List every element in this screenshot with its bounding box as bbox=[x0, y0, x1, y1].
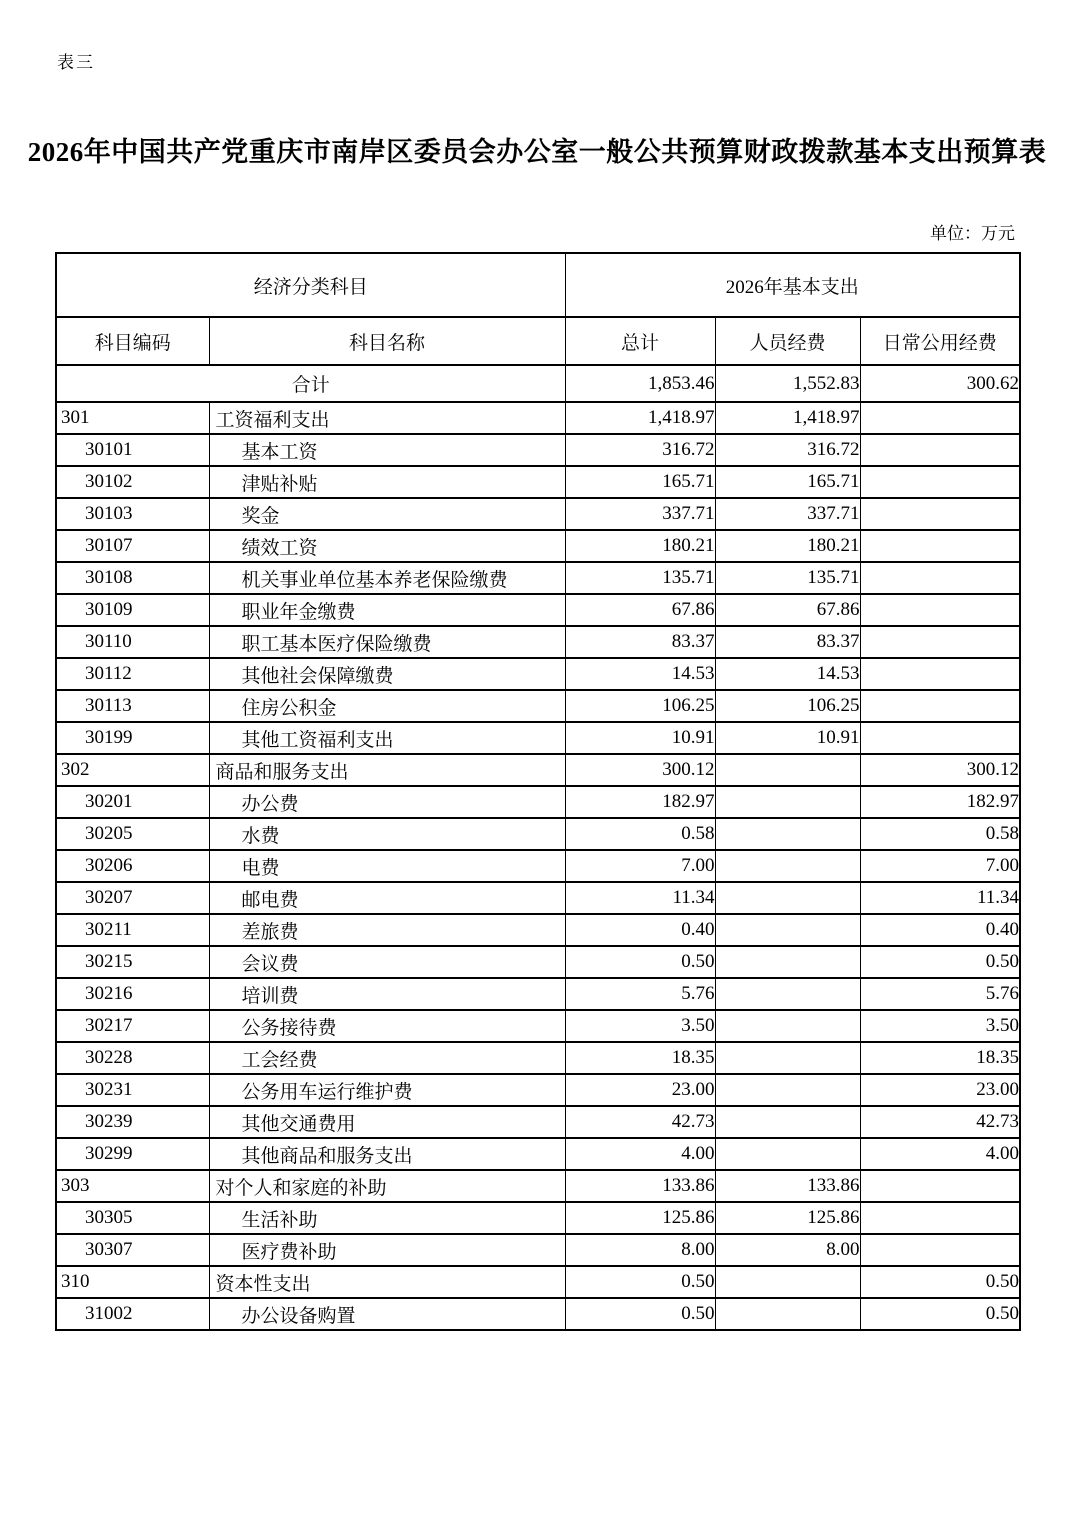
cell-daily-public-funds bbox=[860, 658, 1020, 690]
cell-personnel-funds bbox=[715, 946, 860, 978]
cell-subject-code: 30201 bbox=[56, 786, 209, 818]
header-basic-expenditure-2026: 2026年基本支出 bbox=[565, 253, 1020, 317]
cell-subject-code: 310 bbox=[56, 1266, 209, 1298]
cell-total: 0.50 bbox=[565, 1266, 715, 1298]
table-row bbox=[56, 1042, 1020, 1074]
total-row-total: 1,853.46 bbox=[565, 365, 715, 402]
cell-daily-public-funds bbox=[860, 594, 1020, 626]
cell-personnel-funds: 67.86 bbox=[715, 594, 860, 626]
cell-total: 0.58 bbox=[565, 818, 715, 850]
table-row bbox=[56, 530, 1020, 562]
cell-total: 133.86 bbox=[565, 1170, 715, 1202]
page-title: 2026年中国共产党重庆市南岸区委员会办公室一般公共预算财政拨款基本支出预算表 bbox=[27, 137, 1047, 167]
table-row bbox=[56, 1106, 1020, 1138]
cell-subject-name: 资本性支出 bbox=[209, 1266, 565, 1298]
table-row bbox=[56, 946, 1020, 978]
cell-subject-name: 公务用车运行维护费 bbox=[209, 1074, 565, 1106]
cell-subject-name: 职业年金缴费 bbox=[209, 594, 565, 626]
table-row bbox=[56, 722, 1020, 754]
cell-subject-code: 30217 bbox=[56, 1010, 209, 1042]
table-row bbox=[56, 562, 1020, 594]
cell-subject-code: 30112 bbox=[56, 658, 209, 690]
cell-subject-code: 30103 bbox=[56, 498, 209, 530]
cell-total: 5.76 bbox=[565, 978, 715, 1010]
cell-subject-name: 差旅费 bbox=[209, 914, 565, 946]
cell-daily-public-funds: 18.35 bbox=[860, 1042, 1020, 1074]
cell-subject-code: 30216 bbox=[56, 978, 209, 1010]
cell-total: 11.34 bbox=[565, 882, 715, 914]
table-row bbox=[56, 690, 1020, 722]
header-group-row bbox=[56, 253, 1020, 317]
cell-daily-public-funds bbox=[860, 402, 1020, 434]
cell-daily-public-funds: 3.50 bbox=[860, 1010, 1020, 1042]
cell-personnel-funds bbox=[715, 818, 860, 850]
cell-subject-name: 办公费 bbox=[209, 786, 565, 818]
table-row bbox=[56, 1298, 1020, 1330]
cell-subject-code: 30102 bbox=[56, 466, 209, 498]
table-number-tag: 表三 bbox=[57, 53, 95, 72]
table-row bbox=[56, 466, 1020, 498]
cell-daily-public-funds: 11.34 bbox=[860, 882, 1020, 914]
column-header-subject-code: 科目编码 bbox=[56, 317, 209, 365]
cell-total: 8.00 bbox=[565, 1234, 715, 1266]
cell-daily-public-funds bbox=[860, 1170, 1020, 1202]
cell-daily-public-funds: 182.97 bbox=[860, 786, 1020, 818]
cell-personnel-funds: 8.00 bbox=[715, 1234, 860, 1266]
cell-subject-code: 30206 bbox=[56, 850, 209, 882]
cell-subject-code: 302 bbox=[56, 754, 209, 786]
cell-subject-code: 30239 bbox=[56, 1106, 209, 1138]
cell-personnel-funds bbox=[715, 754, 860, 786]
cell-subject-name: 培训费 bbox=[209, 978, 565, 1010]
cell-subject-code: 30108 bbox=[56, 562, 209, 594]
cell-personnel-funds: 10.91 bbox=[715, 722, 860, 754]
cell-daily-public-funds: 5.76 bbox=[860, 978, 1020, 1010]
cell-personnel-funds bbox=[715, 978, 860, 1010]
cell-subject-code: 30305 bbox=[56, 1202, 209, 1234]
cell-total: 135.71 bbox=[565, 562, 715, 594]
cell-personnel-funds: 1,418.97 bbox=[715, 402, 860, 434]
unit-note: 单位：万元 bbox=[930, 224, 1015, 243]
cell-total: 0.40 bbox=[565, 914, 715, 946]
cell-total: 106.25 bbox=[565, 690, 715, 722]
cell-total: 23.00 bbox=[565, 1074, 715, 1106]
total-row-public: 300.62 bbox=[860, 365, 1020, 402]
cell-daily-public-funds bbox=[860, 466, 1020, 498]
table-row bbox=[56, 818, 1020, 850]
column-header-subject-name: 科目名称 bbox=[209, 317, 565, 365]
cell-subject-code: 30110 bbox=[56, 626, 209, 658]
cell-subject-name: 公务接待费 bbox=[209, 1010, 565, 1042]
cell-total: 4.00 bbox=[565, 1138, 715, 1170]
cell-personnel-funds bbox=[715, 882, 860, 914]
table-body bbox=[56, 365, 1020, 1330]
cell-subject-name: 生活补助 bbox=[209, 1202, 565, 1234]
table-row bbox=[56, 1202, 1020, 1234]
header-columns-row bbox=[56, 317, 1020, 365]
cell-daily-public-funds: 0.58 bbox=[860, 818, 1020, 850]
table-row bbox=[56, 754, 1020, 786]
cell-personnel-funds bbox=[715, 1106, 860, 1138]
column-header-personnel-funds: 人员经费 bbox=[715, 317, 860, 365]
cell-daily-public-funds bbox=[860, 722, 1020, 754]
cell-total: 14.53 bbox=[565, 658, 715, 690]
cell-personnel-funds: 180.21 bbox=[715, 530, 860, 562]
cell-subject-code: 30205 bbox=[56, 818, 209, 850]
cell-subject-name: 医疗费补助 bbox=[209, 1234, 565, 1266]
table-row bbox=[56, 914, 1020, 946]
cell-total: 0.50 bbox=[565, 946, 715, 978]
cell-subject-name: 其他交通费用 bbox=[209, 1106, 565, 1138]
cell-total: 18.35 bbox=[565, 1042, 715, 1074]
cell-subject-code: 30107 bbox=[56, 530, 209, 562]
cell-daily-public-funds bbox=[860, 434, 1020, 466]
cell-subject-code: 30215 bbox=[56, 946, 209, 978]
table-row bbox=[56, 402, 1020, 434]
cell-personnel-funds: 133.86 bbox=[715, 1170, 860, 1202]
cell-subject-code: 31002 bbox=[56, 1298, 209, 1330]
cell-subject-name: 工资福利支出 bbox=[209, 402, 565, 434]
cell-subject-code: 30199 bbox=[56, 722, 209, 754]
cell-daily-public-funds: 0.40 bbox=[860, 914, 1020, 946]
cell-personnel-funds bbox=[715, 1042, 860, 1074]
table-row bbox=[56, 594, 1020, 626]
cell-personnel-funds: 83.37 bbox=[715, 626, 860, 658]
cell-subject-name: 会议费 bbox=[209, 946, 565, 978]
cell-subject-code: 30299 bbox=[56, 1138, 209, 1170]
cell-personnel-funds bbox=[715, 1266, 860, 1298]
cell-subject-code: 30113 bbox=[56, 690, 209, 722]
cell-subject-code: 30211 bbox=[56, 914, 209, 946]
cell-daily-public-funds: 300.12 bbox=[860, 754, 1020, 786]
cell-subject-code: 30207 bbox=[56, 882, 209, 914]
cell-daily-public-funds: 0.50 bbox=[860, 1298, 1020, 1330]
cell-subject-name: 奖金 bbox=[209, 498, 565, 530]
cell-daily-public-funds: 0.50 bbox=[860, 946, 1020, 978]
cell-subject-code: 303 bbox=[56, 1170, 209, 1202]
table-row bbox=[56, 658, 1020, 690]
cell-total: 83.37 bbox=[565, 626, 715, 658]
cell-total: 1,418.97 bbox=[565, 402, 715, 434]
cell-total: 180.21 bbox=[565, 530, 715, 562]
table-row bbox=[56, 978, 1020, 1010]
table-row bbox=[56, 434, 1020, 466]
cell-daily-public-funds bbox=[860, 1234, 1020, 1266]
table-row bbox=[56, 498, 1020, 530]
table-row bbox=[56, 850, 1020, 882]
cell-subject-name: 其他工资福利支出 bbox=[209, 722, 565, 754]
cell-personnel-funds: 14.53 bbox=[715, 658, 860, 690]
cell-subject-name: 绩效工资 bbox=[209, 530, 565, 562]
budget-table bbox=[55, 252, 1021, 1331]
table-row bbox=[56, 1266, 1020, 1298]
cell-total: 0.50 bbox=[565, 1298, 715, 1330]
cell-subject-name: 对个人和家庭的补助 bbox=[209, 1170, 565, 1202]
cell-subject-name: 住房公积金 bbox=[209, 690, 565, 722]
cell-daily-public-funds: 4.00 bbox=[860, 1138, 1020, 1170]
cell-subject-name: 电费 bbox=[209, 850, 565, 882]
cell-personnel-funds bbox=[715, 914, 860, 946]
cell-subject-code: 30231 bbox=[56, 1074, 209, 1106]
cell-subject-name: 机关事业单位基本养老保险缴费 bbox=[209, 562, 565, 594]
cell-subject-code: 30101 bbox=[56, 434, 209, 466]
table-row bbox=[56, 786, 1020, 818]
cell-total: 165.71 bbox=[565, 466, 715, 498]
cell-total: 316.72 bbox=[565, 434, 715, 466]
cell-subject-name: 水费 bbox=[209, 818, 565, 850]
cell-subject-code: 30307 bbox=[56, 1234, 209, 1266]
cell-personnel-funds bbox=[715, 786, 860, 818]
cell-total: 182.97 bbox=[565, 786, 715, 818]
table-row bbox=[56, 1010, 1020, 1042]
cell-subject-code: 30228 bbox=[56, 1042, 209, 1074]
cell-total: 7.00 bbox=[565, 850, 715, 882]
cell-subject-name: 其他社会保障缴费 bbox=[209, 658, 565, 690]
cell-personnel-funds: 125.86 bbox=[715, 1202, 860, 1234]
cell-daily-public-funds: 0.50 bbox=[860, 1266, 1020, 1298]
cell-personnel-funds bbox=[715, 1074, 860, 1106]
cell-daily-public-funds: 42.73 bbox=[860, 1106, 1020, 1138]
column-header-daily-public-funds: 日常公用经费 bbox=[860, 317, 1020, 365]
header-economic-classification: 经济分类科目 bbox=[56, 253, 565, 317]
table-row bbox=[56, 1234, 1020, 1266]
table-row bbox=[56, 1138, 1020, 1170]
total-row-label: 合计 bbox=[56, 365, 565, 402]
cell-subject-name: 工会经费 bbox=[209, 1042, 565, 1074]
cell-daily-public-funds bbox=[860, 530, 1020, 562]
cell-personnel-funds: 337.71 bbox=[715, 498, 860, 530]
cell-personnel-funds bbox=[715, 1298, 860, 1330]
cell-subject-code: 301 bbox=[56, 402, 209, 434]
table-row bbox=[56, 882, 1020, 914]
cell-subject-name: 商品和服务支出 bbox=[209, 754, 565, 786]
cell-daily-public-funds: 7.00 bbox=[860, 850, 1020, 882]
cell-daily-public-funds bbox=[860, 1202, 1020, 1234]
cell-subject-name: 基本工资 bbox=[209, 434, 565, 466]
cell-subject-name: 其他商品和服务支出 bbox=[209, 1138, 565, 1170]
cell-total: 3.50 bbox=[565, 1010, 715, 1042]
cell-subject-name: 津贴补贴 bbox=[209, 466, 565, 498]
cell-personnel-funds: 316.72 bbox=[715, 434, 860, 466]
column-header-total: 总计 bbox=[565, 317, 715, 365]
cell-daily-public-funds bbox=[860, 498, 1020, 530]
cell-daily-public-funds bbox=[860, 690, 1020, 722]
cell-personnel-funds bbox=[715, 1138, 860, 1170]
cell-personnel-funds bbox=[715, 1010, 860, 1042]
cell-total: 300.12 bbox=[565, 754, 715, 786]
cell-subject-name: 邮电费 bbox=[209, 882, 565, 914]
table-row bbox=[56, 1074, 1020, 1106]
cell-total: 67.86 bbox=[565, 594, 715, 626]
cell-daily-public-funds bbox=[860, 562, 1020, 594]
total-row bbox=[56, 365, 1020, 402]
cell-personnel-funds: 135.71 bbox=[715, 562, 860, 594]
table-row bbox=[56, 1170, 1020, 1202]
table-row bbox=[56, 626, 1020, 658]
cell-daily-public-funds: 23.00 bbox=[860, 1074, 1020, 1106]
cell-total: 125.86 bbox=[565, 1202, 715, 1234]
cell-personnel-funds bbox=[715, 850, 860, 882]
cell-personnel-funds: 165.71 bbox=[715, 466, 860, 498]
cell-subject-code: 30109 bbox=[56, 594, 209, 626]
cell-personnel-funds: 106.25 bbox=[715, 690, 860, 722]
cell-total: 42.73 bbox=[565, 1106, 715, 1138]
cell-daily-public-funds bbox=[860, 626, 1020, 658]
cell-subject-name: 办公设备购置 bbox=[209, 1298, 565, 1330]
total-row-personnel: 1,552.83 bbox=[715, 365, 860, 402]
cell-total: 337.71 bbox=[565, 498, 715, 530]
cell-total: 10.91 bbox=[565, 722, 715, 754]
cell-subject-name: 职工基本医疗保险缴费 bbox=[209, 626, 565, 658]
